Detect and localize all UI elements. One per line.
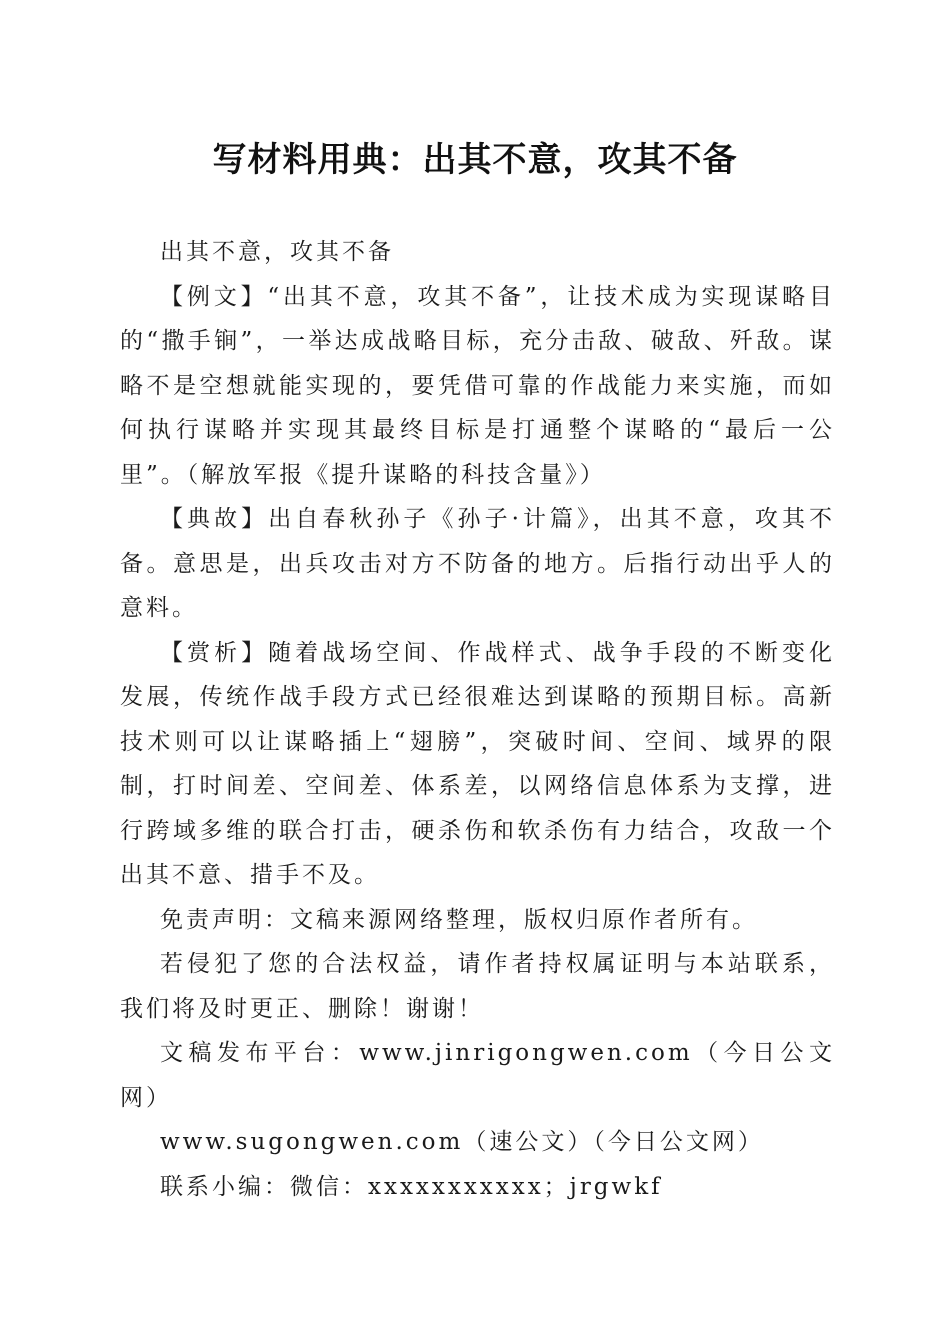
document-body xyxy=(120,230,835,1209)
paragraph-contact: 联系小编：微信：xxxxxxxxxxx；jrgwkf xyxy=(160,1173,663,1200)
paragraph-example: 【例文】“出其不意，攻其不备”，让技术成为实现谋略目的“撒手锏”，一举达成战略目标，充分击敌、破敌、歼敌。谋略不是空想就能实现的，要凭借可靠的作战能力来实施，而如何执行谋略并实现其最终目标是打通整个谋略的“最后一公里”。（解放军报《提升谋略的科技含量》） xyxy=(120,283,835,488)
paragraph-disclaimer: 免责声明：文稿来源网络整理，版权归原作者所有。 xyxy=(160,906,758,933)
paragraph-platform: 文稿发布平台：www.jinrigongwen.com（今日公文网） xyxy=(120,1040,835,1111)
paragraph-platform-alt: www.sugongwen.com（速公文）（今日公文网） xyxy=(160,1129,764,1155)
paragraph-appreciation: 【赏析】随着战场空间、作战样式、战争手段的不断变化发展，传统作战手段方式已经很难达到谋略的预期目标。高新技术则可以让谋略插上“翅膀”，突破时间、空间、域界的限制，打时间差、空间差、体系差，以网络信息体系为支撑，进行跨域多维的联合打击，硬杀伤和软杀伤有力结合，攻敌一个出其不意、措手不及。 xyxy=(120,639,835,888)
paragraph-rights-notice: 若侵犯了您的合法权益，请作者持权属证明与本站联系，我们将及时更正、删除！谢谢！ xyxy=(120,951,835,1022)
paragraph-allusion: 【典故】出自春秋孙子《孙子·计篇》，出其不意，攻其不备。意思是，出兵攻击对方不防备的地方。后指行动出乎人的意料。 xyxy=(120,506,835,621)
paragraph-subtitle: 出其不意，攻其不备 xyxy=(160,239,394,265)
document-title: 写材料用典：出其不意，攻其不备 xyxy=(212,140,738,180)
